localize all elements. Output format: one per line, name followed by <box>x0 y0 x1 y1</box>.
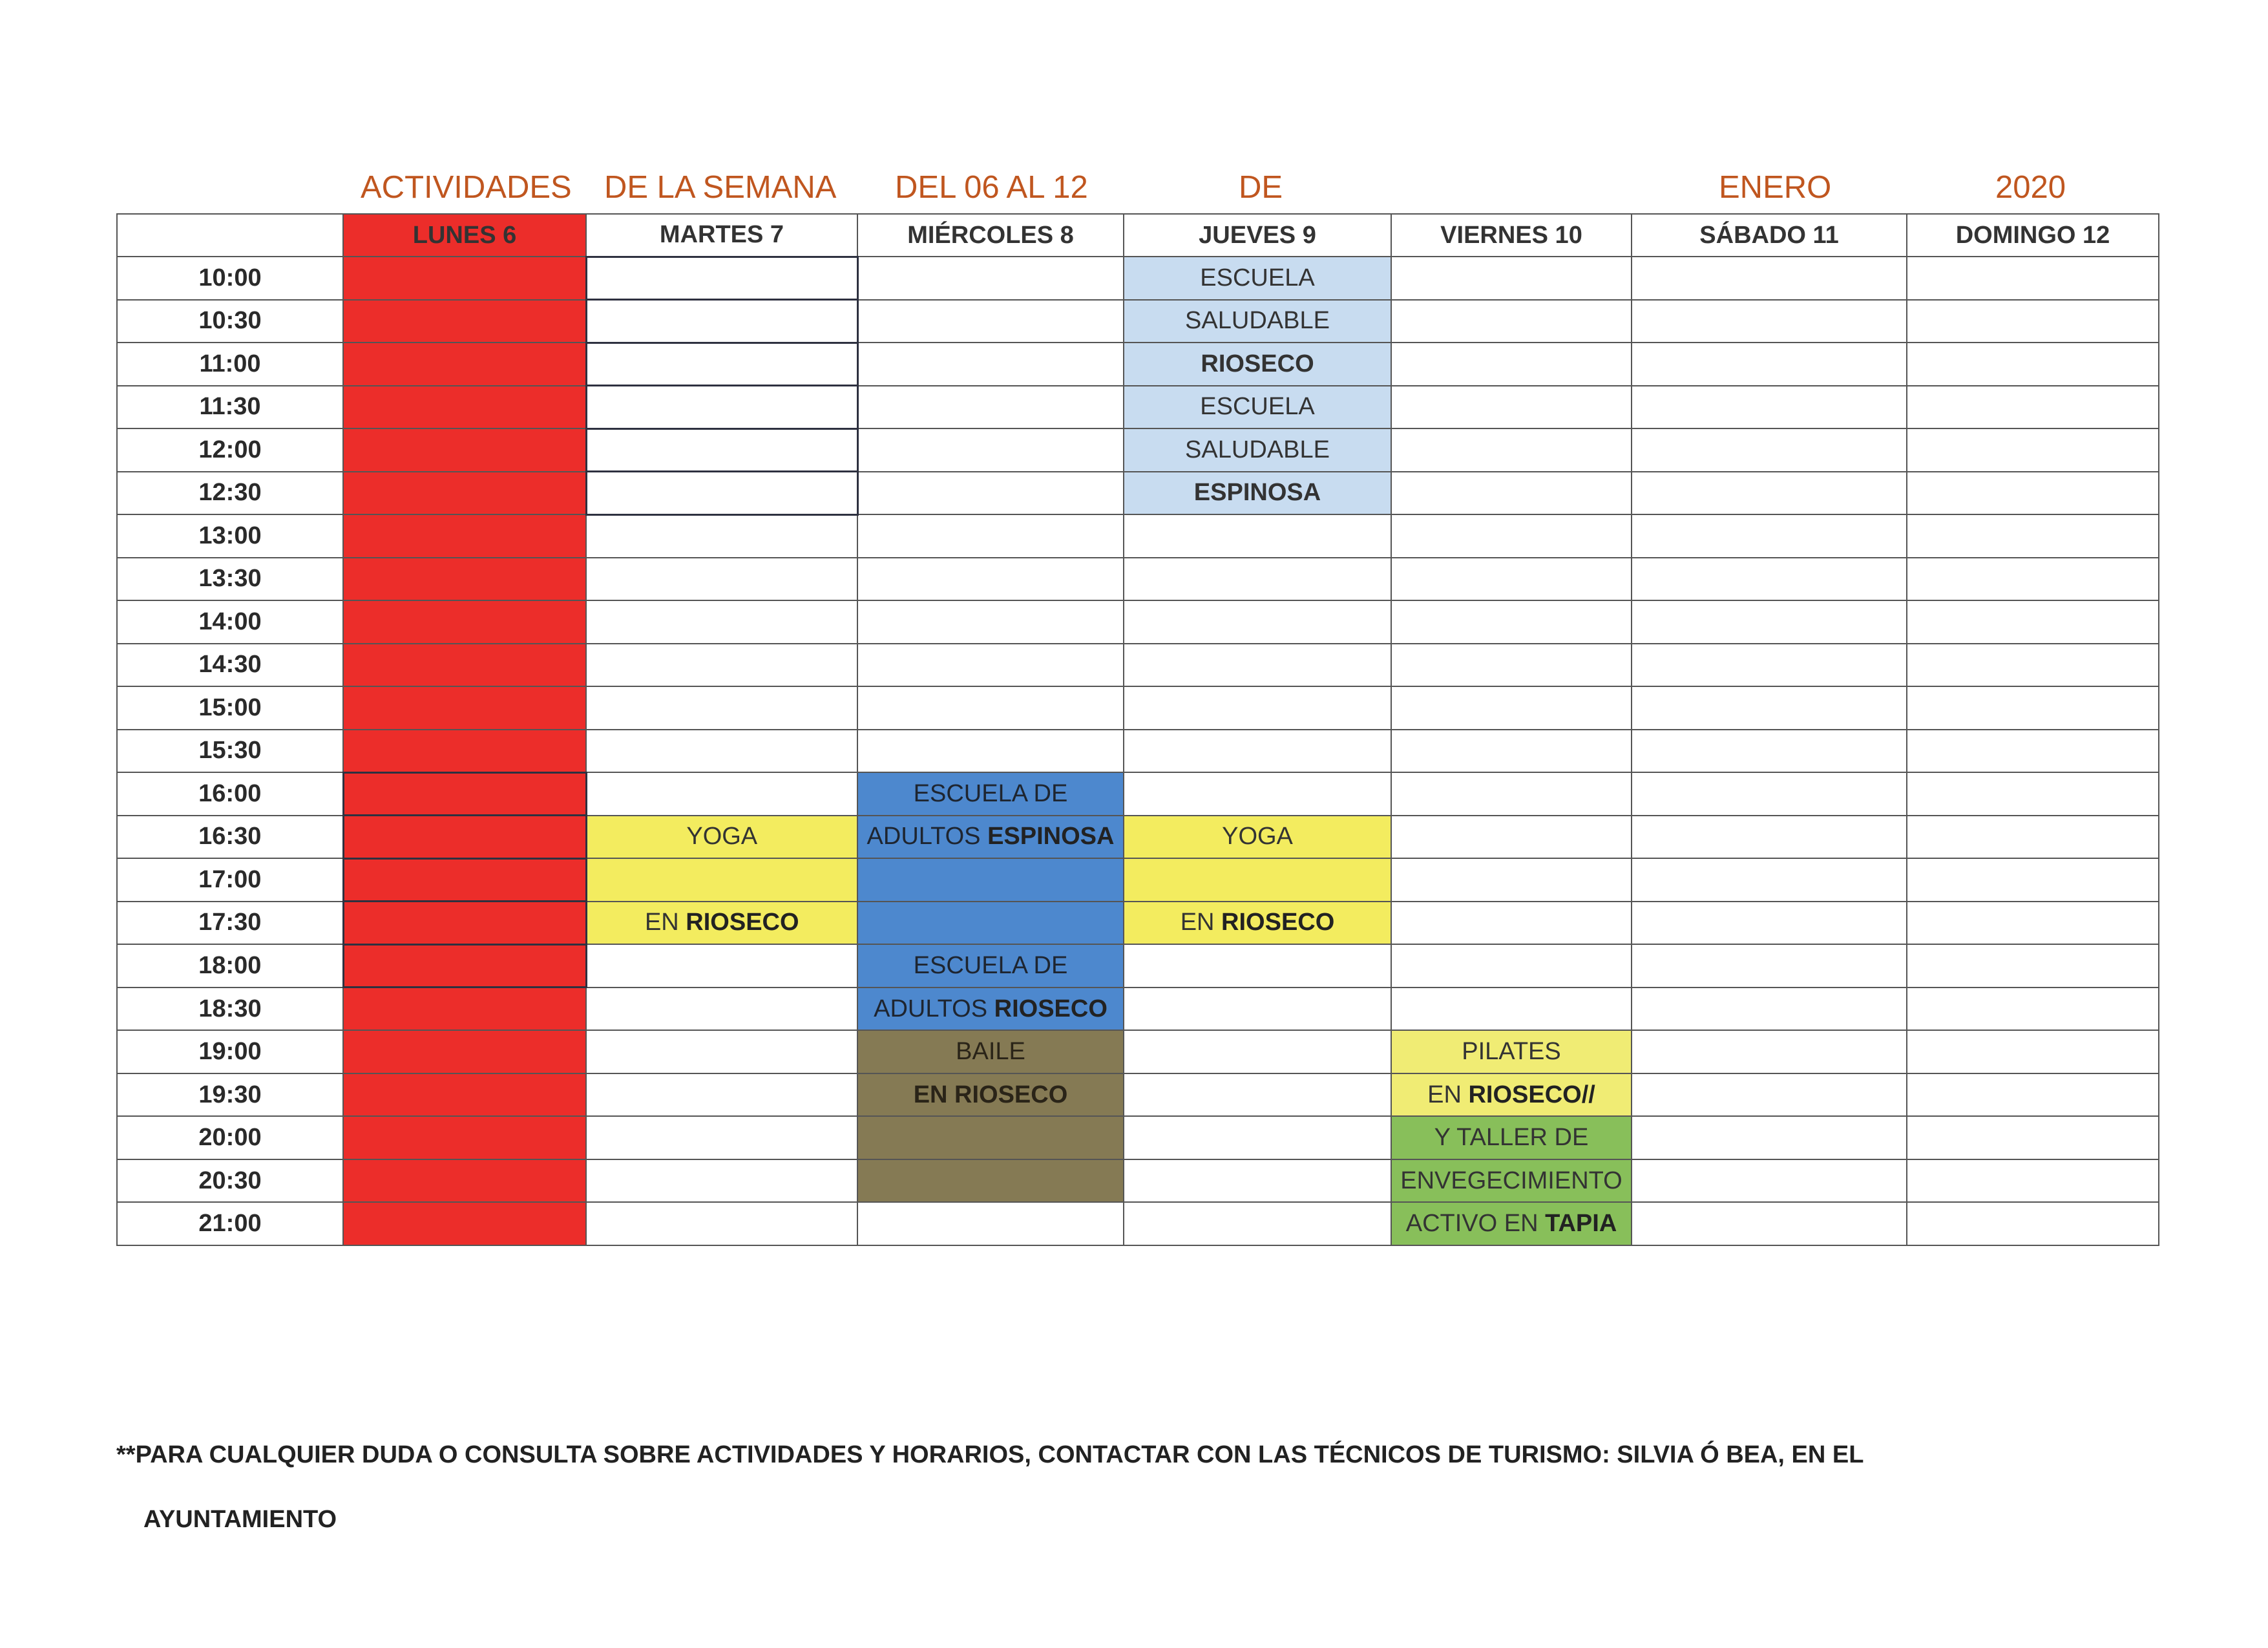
day-header-martes: MARTES 7 <box>586 214 857 257</box>
jueves-cell <box>1124 988 1391 1031</box>
martes-cell <box>586 1073 857 1117</box>
domingo-cell <box>1907 1030 2159 1073</box>
miercoles-cell <box>857 730 1124 773</box>
time-label: 12:30 <box>117 472 343 515</box>
jueves-cell <box>1124 1202 1391 1245</box>
pilates-location <box>1391 1073 1632 1117</box>
escuela-adultos-rioseco-line1: ESCUELA DE <box>857 944 1124 988</box>
time-row <box>117 428 2159 472</box>
yoga-martes-location <box>586 902 857 945</box>
lunes-cell <box>343 1073 586 1117</box>
time-label: 11:00 <box>117 343 343 386</box>
day-header-lunes: LUNES 6 <box>343 214 586 257</box>
time-label: 19:00 <box>117 1030 343 1073</box>
time-row <box>117 1202 2159 1245</box>
time-row <box>117 686 2159 730</box>
sabado-cell <box>1632 644 1907 687</box>
time-label: 12:00 <box>117 428 343 472</box>
sabado-cell <box>1632 988 1907 1031</box>
sabado-cell <box>1632 772 1907 816</box>
escuela-adultos-espinosa-line1: ESCUELA DE <box>857 772 1124 816</box>
jueves-cell <box>1124 1159 1391 1203</box>
lunes-cell <box>343 858 586 902</box>
domingo-cell <box>1907 514 2159 558</box>
time-label: 20:00 <box>117 1116 343 1159</box>
lunes-cell <box>343 428 586 472</box>
viernes-cell <box>1391 428 1632 472</box>
martes-cell <box>586 944 857 988</box>
jueves-cell <box>1124 944 1391 988</box>
viernes-cell <box>1391 772 1632 816</box>
time-row <box>117 558 2159 601</box>
footnote-line1: **PARA CUALQUIER DUDA O CONSULTA SOBRE ACTIVIDADES Y HORARIOS, CONTACTAR CON LAS TÉCNICOS DE TURISMO: SILVIA Ó BEA, EN EL <box>116 1441 1864 1468</box>
domingo-cell <box>1907 428 2159 472</box>
domingo-cell <box>1907 1116 2159 1159</box>
pilates-title: PILATES <box>1391 1030 1632 1073</box>
lunes-cell <box>343 988 586 1031</box>
time-row <box>117 988 2159 1031</box>
lunes-cell <box>343 730 586 773</box>
escuela-adultos-rioseco-line2 <box>857 988 1124 1031</box>
viernes-cell <box>1391 730 1632 773</box>
text: ADULTOS <box>874 995 994 1022</box>
martes-cell <box>586 428 857 472</box>
time-row <box>117 644 2159 687</box>
location: RIOSECO <box>1221 909 1335 936</box>
time-label: 10:00 <box>117 257 343 300</box>
escuela-saludable-rioseco-location: RIOSECO <box>1124 343 1391 386</box>
lunes-cell <box>343 644 586 687</box>
lunes-cell <box>343 816 586 859</box>
time-label: 17:00 <box>117 858 343 902</box>
lunes-cell <box>343 558 586 601</box>
corner-cell <box>117 214 343 257</box>
sabado-cell <box>1632 600 1907 644</box>
time-row <box>117 257 2159 300</box>
text: EN <box>1427 1081 1469 1108</box>
time-label: 17:30 <box>117 902 343 945</box>
domingo-cell <box>1907 944 2159 988</box>
taller-location <box>1391 1202 1632 1245</box>
location: TAPIA <box>1545 1210 1617 1238</box>
martes-cell <box>586 1030 857 1073</box>
domingo-cell <box>1907 730 2159 773</box>
sabado-cell <box>1632 1073 1907 1117</box>
escuela-adultos-espinosa-line2 <box>857 816 1124 859</box>
time-label: 14:30 <box>117 644 343 687</box>
domingo-cell <box>1907 772 2159 816</box>
martes-cell <box>586 1159 857 1203</box>
time-row <box>117 472 2159 515</box>
time-row <box>117 730 2159 773</box>
jueves-cell <box>1124 686 1391 730</box>
jueves-cell <box>1124 1073 1391 1117</box>
viernes-cell <box>1391 386 1632 429</box>
viernes-cell <box>1391 988 1632 1031</box>
escuela-saludable-rioseco-line2: SALUDABLE <box>1124 300 1391 343</box>
domingo-cell <box>1907 988 2159 1031</box>
lunes-cell <box>343 1159 586 1203</box>
miercoles-cell <box>857 257 1124 300</box>
viernes-cell <box>1391 257 1632 300</box>
lunes-cell <box>343 686 586 730</box>
location: RIOSECO <box>994 995 1108 1022</box>
lunes-cell <box>343 343 586 386</box>
time-label: 20:30 <box>117 1159 343 1203</box>
jueves-cell <box>1124 730 1391 773</box>
lunes-cell <box>343 600 586 644</box>
location: ESPINOSA <box>987 823 1115 850</box>
sabado-cell <box>1632 343 1907 386</box>
sabado-cell <box>1632 858 1907 902</box>
time-row <box>117 300 2159 343</box>
time-row <box>117 816 2159 859</box>
martes-cell <box>586 514 857 558</box>
taller-line1: Y TALLER DE <box>1391 1116 1632 1159</box>
martes-cell <box>586 600 857 644</box>
taller-line2: ENVEGECIMIENTO <box>1391 1159 1632 1203</box>
martes-cell <box>586 343 857 386</box>
lunes-cell <box>343 1030 586 1073</box>
text: EN <box>1180 909 1222 936</box>
miercoles-cell <box>857 644 1124 687</box>
time-row <box>117 772 2159 816</box>
miercoles-cell <box>857 514 1124 558</box>
time-label: 13:30 <box>117 558 343 601</box>
domingo-cell <box>1907 386 2159 429</box>
lunes-cell <box>343 514 586 558</box>
miercoles-cell <box>857 600 1124 644</box>
yoga-jueves-location <box>1124 902 1391 945</box>
baile-title: BAILE <box>857 1030 1124 1073</box>
martes-cell <box>586 300 857 343</box>
sabado-cell <box>1632 386 1907 429</box>
viernes-cell <box>1391 472 1632 515</box>
viernes-cell <box>1391 816 1632 859</box>
martes-cell <box>586 772 857 816</box>
time-row <box>117 858 2159 902</box>
martes-cell <box>586 644 857 687</box>
day-header-jueves: JUEVES 9 <box>1124 214 1391 257</box>
lunes-cell <box>343 902 586 945</box>
martes-cell <box>586 386 857 429</box>
escuela-adultos-espinosa-cell <box>857 858 1124 902</box>
title-de: DE <box>1239 170 1283 205</box>
jueves-cell <box>1124 600 1391 644</box>
jueves-cell <box>1124 1116 1391 1159</box>
escuela-saludable-espinosa-location: ESPINOSA <box>1124 472 1391 515</box>
time-row <box>117 944 2159 988</box>
time-row <box>117 1159 2159 1203</box>
martes-cell <box>586 558 857 601</box>
martes-cell <box>586 988 857 1031</box>
time-label: 11:30 <box>117 386 343 429</box>
lunes-cell <box>343 472 586 515</box>
martes-cell <box>586 1116 857 1159</box>
jueves-cell <box>1124 772 1391 816</box>
sabado-cell <box>1632 1116 1907 1159</box>
martes-cell <box>586 257 857 300</box>
time-label: 18:00 <box>117 944 343 988</box>
location: RIOSECO <box>686 909 799 936</box>
time-row <box>117 902 2159 945</box>
lunes-cell <box>343 300 586 343</box>
viernes-cell <box>1391 300 1632 343</box>
time-label: 15:00 <box>117 686 343 730</box>
domingo-cell <box>1907 644 2159 687</box>
footnote-line2: AYUNTAMIENTO <box>143 1506 337 1533</box>
jueves-cell <box>1124 558 1391 601</box>
yoga-jueves-title: YOGA <box>1124 816 1391 859</box>
martes-cell <box>586 1202 857 1245</box>
time-label: 15:30 <box>117 730 343 773</box>
sabado-cell <box>1632 558 1907 601</box>
domingo-cell <box>1907 1159 2159 1203</box>
domingo-cell <box>1907 472 2159 515</box>
sabado-cell <box>1632 1202 1907 1245</box>
viernes-cell <box>1391 902 1632 945</box>
domingo-cell <box>1907 816 2159 859</box>
title-date-range: DEL 06 AL 12 <box>895 170 1088 205</box>
time-label: 21:00 <box>117 1202 343 1245</box>
baile-cell <box>857 1116 1124 1159</box>
time-label: 18:30 <box>117 988 343 1031</box>
schedule-table <box>116 213 2159 1246</box>
domingo-cell <box>1907 558 2159 601</box>
day-header-sabado: SÁBADO 11 <box>1632 214 1907 257</box>
miercoles-cell <box>857 472 1124 515</box>
time-label: 14:00 <box>117 600 343 644</box>
text: ADULTOS <box>866 823 988 850</box>
sabado-cell <box>1632 816 1907 859</box>
time-row <box>117 1073 2159 1117</box>
sabado-cell <box>1632 1159 1907 1203</box>
time-label: 10:30 <box>117 300 343 343</box>
jueves-cell <box>1124 514 1391 558</box>
text: ACTIVO EN <box>1405 1210 1546 1238</box>
time-row <box>117 386 2159 429</box>
title-month: ENERO <box>1719 170 1832 205</box>
sabado-cell <box>1632 472 1907 515</box>
viernes-cell <box>1391 686 1632 730</box>
sabado-cell <box>1632 300 1907 343</box>
domingo-cell <box>1907 600 2159 644</box>
jueves-cell <box>1124 1030 1391 1073</box>
martes-cell <box>586 730 857 773</box>
lunes-cell <box>343 944 586 988</box>
escuela-saludable-espinosa-line2: SALUDABLE <box>1124 428 1391 472</box>
lunes-cell <box>343 772 586 816</box>
header-row <box>117 214 2159 257</box>
miercoles-cell <box>857 1202 1124 1245</box>
viernes-cell <box>1391 600 1632 644</box>
day-header-viernes: VIERNES 10 <box>1391 214 1632 257</box>
time-row <box>117 343 2159 386</box>
time-label: 16:00 <box>117 772 343 816</box>
yoga-jueves-cell <box>1124 858 1391 902</box>
domingo-cell <box>1907 1202 2159 1245</box>
viernes-cell <box>1391 514 1632 558</box>
domingo-cell <box>1907 257 2159 300</box>
time-label: 13:00 <box>117 514 343 558</box>
yoga-martes-cell <box>586 858 857 902</box>
sabado-cell <box>1632 944 1907 988</box>
domingo-cell <box>1907 343 2159 386</box>
jueves-cell <box>1124 644 1391 687</box>
viernes-cell <box>1391 343 1632 386</box>
escuela-adultos-espinosa-cell <box>857 902 1124 945</box>
domingo-cell <box>1907 902 2159 945</box>
escuela-saludable-rioseco-line1: ESCUELA <box>1124 257 1391 300</box>
yoga-martes-title: YOGA <box>586 816 857 859</box>
title-de-la-semana: DE LA SEMANA <box>604 170 837 205</box>
sabado-cell <box>1632 730 1907 773</box>
time-row <box>117 514 2159 558</box>
time-label: 16:30 <box>117 816 343 859</box>
title-year: 2020 <box>1995 170 2066 205</box>
miercoles-cell <box>857 300 1124 343</box>
miercoles-cell <box>857 343 1124 386</box>
baile-location: EN RIOSECO <box>857 1073 1124 1117</box>
sabado-cell <box>1632 1030 1907 1073</box>
lunes-cell <box>343 386 586 429</box>
title-actividades: ACTIVIDADES <box>361 170 572 205</box>
sabado-cell <box>1632 686 1907 730</box>
domingo-cell <box>1907 858 2159 902</box>
baile-cell <box>857 1159 1124 1203</box>
day-header-domingo: DOMINGO 12 <box>1907 214 2159 257</box>
viernes-cell <box>1391 558 1632 601</box>
viernes-cell <box>1391 858 1632 902</box>
time-row <box>117 1030 2159 1073</box>
sabado-cell <box>1632 514 1907 558</box>
lunes-cell <box>343 257 586 300</box>
time-row <box>117 1116 2159 1159</box>
martes-cell <box>586 472 857 515</box>
viernes-cell <box>1391 644 1632 687</box>
day-header-miercoles: MIÉRCOLES 8 <box>857 214 1124 257</box>
miercoles-cell <box>857 686 1124 730</box>
time-row <box>117 600 2159 644</box>
time-label: 19:30 <box>117 1073 343 1117</box>
escuela-saludable-espinosa-line1: ESCUELA <box>1124 386 1391 429</box>
domingo-cell <box>1907 686 2159 730</box>
lunes-cell <box>343 1116 586 1159</box>
lunes-cell <box>343 1202 586 1245</box>
location: RIOSECO// <box>1468 1081 1595 1108</box>
sabado-cell <box>1632 257 1907 300</box>
martes-cell <box>586 686 857 730</box>
domingo-cell <box>1907 300 2159 343</box>
sabado-cell <box>1632 902 1907 945</box>
viernes-cell <box>1391 944 1632 988</box>
miercoles-cell <box>857 386 1124 429</box>
text: EN <box>644 909 686 936</box>
domingo-cell <box>1907 1073 2159 1117</box>
miercoles-cell <box>857 558 1124 601</box>
sabado-cell <box>1632 428 1907 472</box>
miercoles-cell <box>857 428 1124 472</box>
